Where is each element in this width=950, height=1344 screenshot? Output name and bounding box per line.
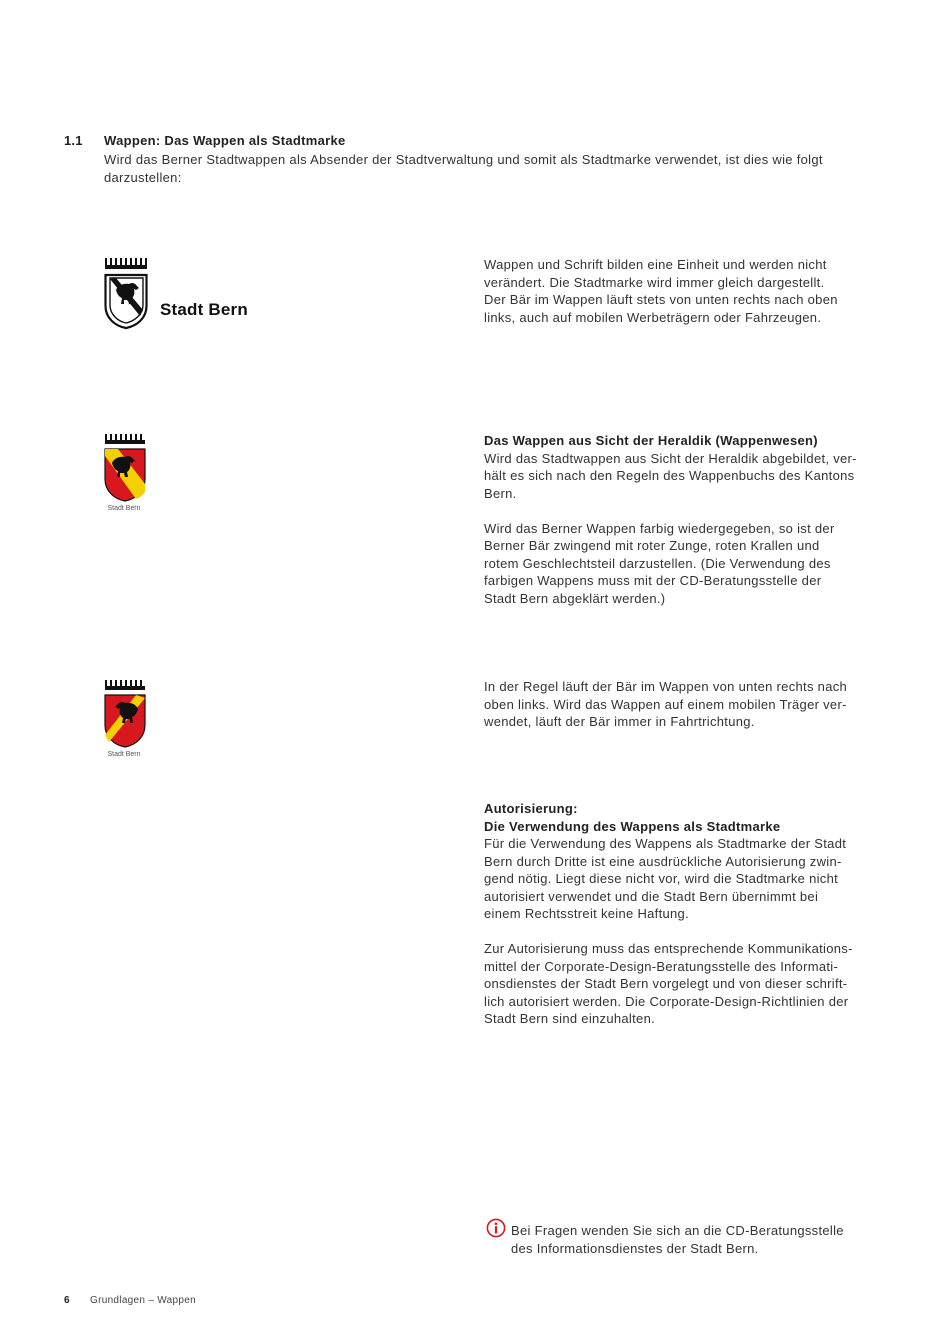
info-icon bbox=[486, 1218, 506, 1238]
text-line: onsdienstes der Stadt Bern vorgelegt und von dieser schrift- bbox=[484, 976, 848, 991]
text-line: In der Regel läuft der Bär im Wappen von unten rechts nach bbox=[484, 679, 848, 694]
text-line: einem Rechtsstreit keine Haftung. bbox=[484, 906, 689, 921]
text-line: rotem Geschlechtsteil darzustellen. (Die Verwendung des bbox=[484, 555, 831, 571]
text-line: wendet, läuft der Bär immer in Fahrtrichtung. bbox=[484, 714, 755, 729]
text-line: verändert. Die Stadtmarke wird immer gleich dargestellt. bbox=[484, 274, 825, 290]
text-line: oben links. Wird das Wappen auf einem mobilen Träger ver- bbox=[484, 696, 847, 712]
section-intro: Wird das Berner Stadtwappen als Absender der Stadtverwaltung und somit als Stadtmarke verwendet, ist dies wie folgt darzustellen: bbox=[104, 152, 823, 185]
section-title: Wappen: Das Wappen als Stadtmarke bbox=[104, 133, 346, 148]
text-line: Berner Bär zwingend mit roter Zunge, roten Krallen und bbox=[484, 538, 820, 553]
heading-heraldik: Das Wappen aus Sicht der Heraldik (Wappenwesen) bbox=[484, 433, 818, 448]
wappen-heraldik-color-icon bbox=[104, 432, 146, 502]
text-line: farbigen Wappens muss mit der CD-Beratungsstelle der bbox=[484, 573, 822, 588]
text-block-einheit bbox=[484, 256, 894, 326]
text-line: Zur Autorisierung muss das entsprechende Kommunikations- bbox=[484, 941, 853, 956]
text-line: lich autorisiert werden. Die Corporate-Design-Richtlinien der bbox=[484, 993, 849, 1009]
text-line: Wappen und Schrift bilden eine Einheit und werden nicht bbox=[484, 257, 827, 272]
text-line: Der Bär im Wappen läuft stets von unten rechts nach oben bbox=[484, 292, 838, 307]
wordmark-stadt-bern: Stadt Bern bbox=[160, 300, 248, 319]
text-line: links, auch auf mobilen Werbeträgern oder Fahrzeugen. bbox=[484, 309, 822, 325]
text-line: Stadt Bern abgeklärt werden.) bbox=[484, 590, 666, 606]
text-line: gend nötig. Liegt diese nicht vor, wird die Stadtmarke nicht bbox=[484, 871, 839, 886]
footer-title: Grundlagen – Wappen bbox=[90, 1295, 196, 1306]
text-line: mittel der Corporate-Design-Beratungsstelle des Informati- bbox=[484, 958, 839, 974]
info-note bbox=[511, 1222, 901, 1257]
text-line: Bei Fragen wenden Sie sich an die CD-Beratungsstelle bbox=[511, 1223, 844, 1238]
heading-verwendung: Die Verwendung des Wappens als Stadtmarke bbox=[484, 818, 781, 834]
wappen-fahrtrichtung-color-icon bbox=[104, 678, 146, 748]
page-number: 6 bbox=[64, 1295, 70, 1306]
text-block-heraldik bbox=[484, 432, 894, 607]
heading-autorisierung: Autorisierung: bbox=[484, 801, 578, 816]
logo-caption: Stadt Bern bbox=[107, 751, 141, 758]
text-line: Bern. bbox=[484, 485, 517, 501]
text-line: des Informationsdienstes der Stadt Bern. bbox=[511, 1240, 759, 1256]
stadtmarke-bw-logo-icon bbox=[104, 256, 148, 330]
text-line: autorisiert verwendet und die Stadt Bern übernimmt bei bbox=[484, 888, 819, 904]
text-line: Wird das Berner Wappen farbig wiedergegeben, so ist der bbox=[484, 520, 835, 536]
text-block-fahrtrichtung bbox=[484, 678, 894, 731]
text-line: Für die Verwendung des Wappens als Stadtmarke der Stadt bbox=[484, 836, 847, 851]
text-line: Bern durch Dritte ist eine ausdrückliche Autorisierung zwin- bbox=[484, 853, 842, 869]
text-line: Stadt Bern sind einzuhalten. bbox=[484, 1011, 656, 1026]
section-number: 1.1 bbox=[64, 133, 83, 148]
text-line: Wird das Stadtwappen aus Sicht der Heraldik abgebildet, ver- bbox=[484, 450, 857, 466]
logo-caption: Stadt Bern bbox=[107, 505, 141, 512]
text-line: hält es sich nach den Regeln des Wappenbuchs des Kantons bbox=[484, 468, 855, 483]
text-block-autorisierung bbox=[484, 800, 894, 1028]
